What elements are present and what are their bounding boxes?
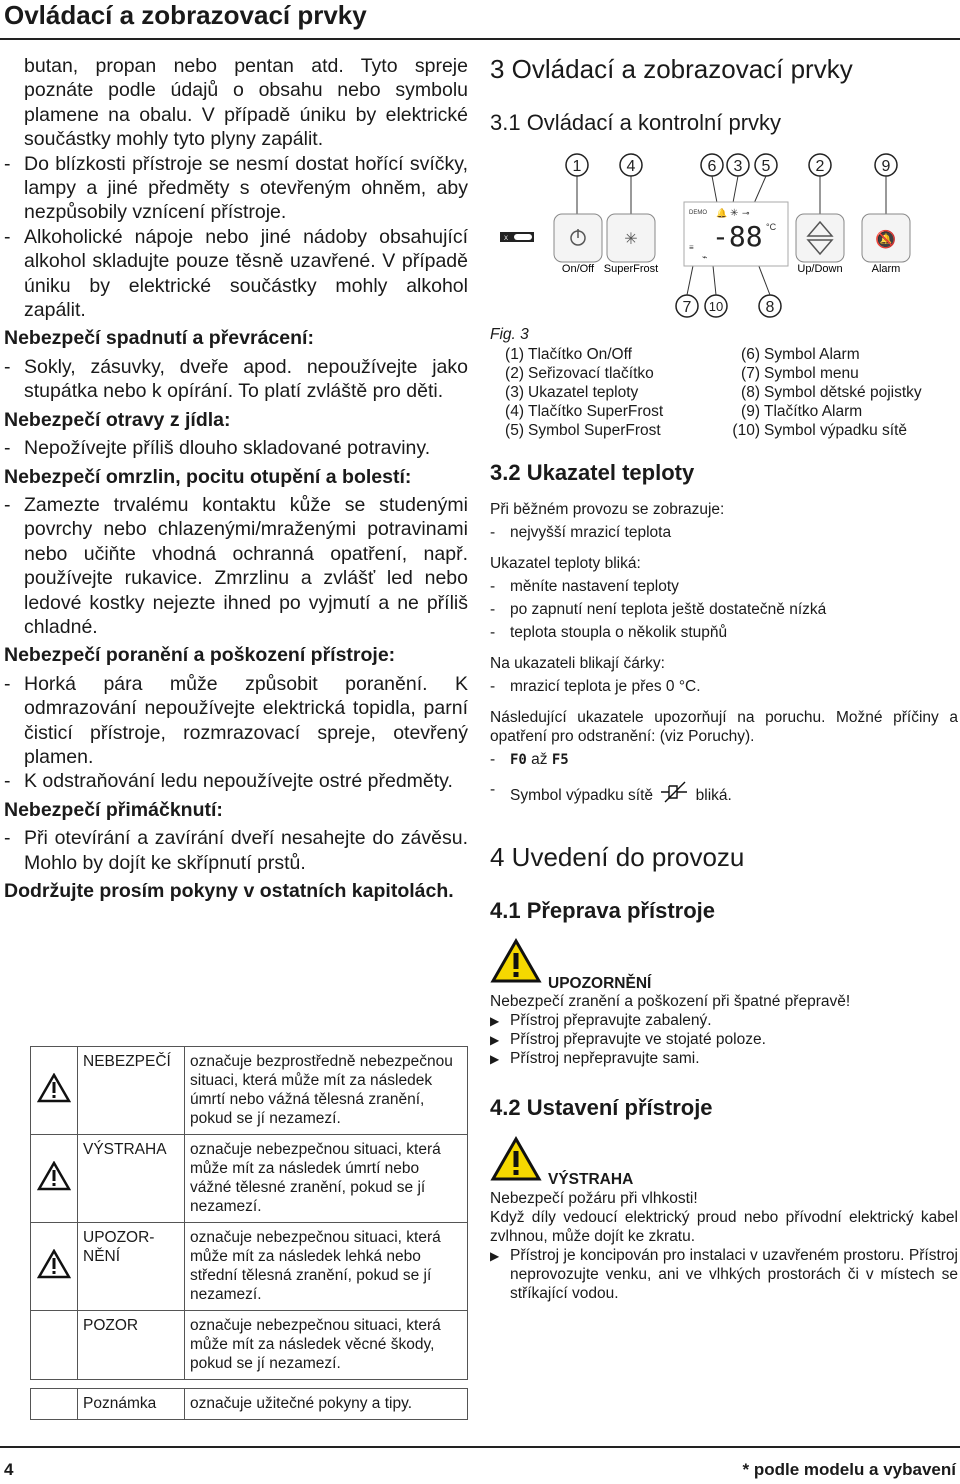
warning-description: označuje nebezpečnou situaci, která může mít za následek věcné škody, pokud se jí nezamezí.	[185, 1311, 468, 1380]
paragraph: Při běžném provozu se zobrazuje:	[490, 501, 725, 518]
footer-note: * podle modelu a vybavení	[742, 1460, 956, 1479]
table-row	[31, 1047, 468, 1135]
empty-icon-cell	[31, 1389, 78, 1420]
temperature-digits: -88	[712, 220, 763, 253]
callout-label: 2	[815, 158, 825, 175]
table-row	[31, 1135, 468, 1223]
control-panel-figure	[490, 146, 960, 324]
bullet-item: - Symbol výpadku sítě bliká.	[490, 780, 958, 805]
section-heading: 3.2 Ukazatel teploty	[490, 460, 695, 485]
bullet-item: - měníte nastavení teploty	[490, 577, 958, 596]
callout-label: 5	[761, 158, 771, 175]
callout-label: 1	[572, 158, 582, 175]
chapter-heading: 3 Ovládací a zobrazovací prvky	[490, 54, 853, 84]
callout-label: 6	[707, 158, 717, 175]
section-heading: Nebezpečí přimáčknutí:	[4, 798, 223, 821]
bullet-item: - Při otevírání a zavírání dveří nesahejte do závěsu. Mohlo by dojít ke skřípnutí prstů.	[4, 826, 468, 875]
button-up-down	[796, 214, 844, 275]
bullet-item: - Alkoholické nápoje nebo jiné nádoby obsahující alkohol skladujte pouze těsně uzavřené. V případě úniku by elektrické součástky mohly alkohol zapálit.	[4, 225, 468, 323]
alarm-off-icon: 🔕	[875, 230, 897, 249]
slider-graphic	[500, 232, 534, 242]
snowflake-icon: ✳	[624, 231, 638, 248]
legend-row: (5) Symbol SuperFrost (10) Symbol výpadku sítě	[505, 422, 908, 439]
callout-4	[620, 154, 642, 176]
warning-label: POZOR	[78, 1311, 185, 1380]
page-title: Ovládací a zobrazovací prvky	[4, 0, 367, 30]
callout-1	[566, 154, 588, 176]
bullet-item: - nejvyšší mrazicí teplota	[490, 523, 958, 542]
button-alarm	[862, 214, 910, 275]
bullet-item: - F0 až F5	[490, 750, 958, 770]
paragraph: Na ukazateli blikají čárky:	[490, 655, 665, 672]
header-rule	[0, 38, 960, 40]
button-label: Alarm	[871, 263, 901, 275]
section-heading: Nebezpečí poranění a poškození přístroje:	[4, 644, 396, 667]
warning-label: Poznámka	[78, 1389, 185, 1420]
table-row	[31, 1311, 468, 1380]
section-heading: 4.1 Přeprava přístroje	[490, 898, 716, 923]
section-heading: Dodržujte prosím pokyny v ostatních kapitolách.	[4, 880, 454, 902]
bullet-item: - Do blízkosti přístroje se nesmí dostat hořící svíčky, lampy a jiné předměty s otevřeným ohněm, aby nezpůsobily vznícení přístroje.	[4, 152, 468, 225]
instruction-item: ▶ Přístroj přepravujte zabalený.	[490, 1011, 958, 1030]
bullet-item: - Sokly, zásuvky, dveře apod. nepoužívejte jako stupátka nebo k opírání. To platí zvláště pro děti.	[4, 355, 468, 404]
section-heading: 4.2 Ustavení přístroje	[490, 1095, 713, 1120]
svg-text:X: X	[504, 236, 509, 242]
warning-label: VÝSTRAHA	[548, 1171, 634, 1188]
transport-warning	[490, 992, 958, 1068]
warning-triangle-icon	[31, 1047, 78, 1135]
warning-levels-table	[30, 1046, 468, 1420]
left-column	[4, 54, 468, 903]
callout-label: 4	[626, 158, 636, 175]
section-heading: Nebezpečí otravy z jídla:	[4, 408, 231, 431]
unit-label: °C	[766, 222, 777, 232]
button-on-off	[554, 214, 602, 275]
section-heading: Nebezpečí omrzlin, pocitu otupění a bolestí:	[4, 465, 412, 488]
button-label: On/Off	[561, 263, 595, 275]
button-superfrost	[604, 214, 658, 275]
paragraph: Když díly vedoucí elektrický proud nebo přívodní elektrický kabel zvlhnou, může dojít ke zkratu.	[490, 1209, 958, 1245]
figure-caption: Fig. 3	[490, 326, 529, 343]
section-heading: Nebezpečí spadnutí a převrácení:	[4, 327, 314, 350]
instruction-item: ▶ Přístroj je koncipován pro instalaci v uzavřeném prostoru. Přístroj neprovozujte venku, ani ve vlhkých prostorách či v místech se stříkající vodou.	[490, 1246, 958, 1303]
button-label: Up/Down	[797, 263, 843, 275]
bullet-item: - Nepožívejte příliš dlouho skladované potraviny.	[4, 436, 468, 460]
warning-description: označuje nebezpečnou situaci, která může mít za následek úmrtí nebo vážné tělesné zranění, pokud se jí nezamezí.	[185, 1135, 468, 1223]
instruction-item: ▶ Přístroj přepravujte ve stojaté poloze.	[490, 1030, 958, 1049]
warning-label: VÝSTRAHA	[78, 1135, 185, 1223]
button-label: SuperFrost	[603, 263, 659, 275]
power-failure-icon	[657, 780, 691, 804]
legend-row: (4) Tlačítko SuperFrost (9) Tlačítko Alarm	[505, 403, 863, 420]
paragraph: Nebezpečí zranění a poškození při špatné přepravě!	[490, 993, 851, 1010]
callout-label: 8	[765, 299, 775, 316]
section-heading: 3.1 Ovládací a kontrolní prvky	[490, 110, 782, 135]
paragraph: Ukazatel teploty bliká:	[490, 555, 641, 572]
warning-triangle-icon	[490, 1136, 542, 1182]
notice-label: UPOZORNĚNÍ	[548, 975, 652, 992]
callout-3	[727, 154, 749, 176]
display-demo: DEMO	[689, 210, 707, 216]
paragraph: butan, propan nebo pentan atd. Tyto spreje poznáte podle údajů o obsahu nebo symbolu plamene na obalu. V případě úniku by elektrické součástky mohly tyto plyny zapálit.	[24, 55, 468, 151]
callout-5	[755, 154, 777, 176]
bullet-item: - K odstraňování ledu nepoužívejte ostré předměty.	[4, 769, 468, 793]
bullet-item: - teplota stoupla o několik stupňů	[490, 623, 958, 642]
callout-label: 3	[733, 158, 743, 175]
table-row	[31, 1223, 468, 1311]
warning-description: označuje nebezpečnou situaci, která může mít za následek lehká nebo střední tělesná zranění, pokud se jí nezamezí.	[185, 1223, 468, 1311]
menu-icon: ≡	[689, 243, 694, 252]
footer-rule	[0, 1446, 960, 1448]
callout-2	[809, 154, 831, 176]
warning-label: NEBEZPEČÍ	[78, 1047, 185, 1135]
bullet-item: - Zamezte trvalému kontaktu kůže se studenými povrchy nebo chlazenými/mraženými potravinami nebo učiňte vhodná ochranná opatření, např. používejte rukavice. Zmrzlinu a zvlášť led nebo ledové kostky nejezte ihned po vyjmutí a ne příliš chladné.	[4, 493, 468, 639]
legend-row: (3) Ukazatel teploty (8) Symbol dětské pojistky	[505, 384, 922, 401]
table-row	[31, 1389, 468, 1420]
empty-icon-cell	[31, 1311, 78, 1380]
callout-label: 10	[708, 299, 724, 314]
superfrost-symbol-icon: ✳	[730, 208, 739, 219]
placement-warning	[490, 1189, 958, 1303]
bullet-item: - Horká pára může způsobit poranění. K odmrazování nepoužívejte elektrická topidla, parní čisticí přístroje, rozmrazovací spreje, otevřený plamen.	[4, 672, 468, 770]
display	[684, 202, 788, 266]
alarm-bell-icon: 🔔	[716, 208, 728, 218]
callout-9	[875, 154, 897, 176]
bullet-item: - po zapnutí není teplota ještě dostatečně nízká	[490, 600, 958, 619]
power-failure-icon: ⌁	[702, 252, 708, 262]
warning-description: označuje bezprostředně nebezpečnou situaci, která může mít za následek úmrtí nebo vážná tělesná zranění, pokud se jí nezamezí.	[185, 1047, 468, 1135]
callout-label: 9	[881, 158, 891, 175]
temperature-indicator-text	[490, 500, 958, 805]
warning-triangle-icon	[490, 938, 542, 984]
callout-7	[676, 295, 698, 317]
instruction-item: ▶ Přístroj nepřepravujte sami.	[490, 1049, 958, 1068]
chapter-heading: 4 Uvedení do provozu	[490, 842, 745, 872]
warning-label: UPOZOR-NĚNÍ	[78, 1223, 185, 1311]
warning-triangle-icon	[31, 1135, 78, 1223]
bullet-item: - mrazicí teplota je přes 0 °C.	[490, 677, 958, 696]
page-number: 4	[4, 1460, 14, 1479]
paragraph: Nebezpečí požáru při vlhkosti!	[490, 1190, 698, 1207]
figure-legend	[496, 345, 958, 440]
warning-description: označuje užitečné pokyny a tipy.	[185, 1389, 468, 1420]
legend-row: (1) Tlačítko On/Off (6) Symbol Alarm	[505, 346, 860, 363]
callout-8	[759, 295, 781, 317]
key-icon: ⊸	[742, 208, 750, 218]
paragraph: Následující ukazatele upozorňují na poruchu. Možné příčiny a opatření pro odstranění: (viz Poruchy).	[490, 709, 958, 745]
callout-6	[701, 154, 723, 176]
callout-label: 7	[682, 299, 692, 316]
callout-10	[705, 295, 727, 317]
warning-triangle-icon	[31, 1223, 78, 1311]
legend-row: (2) Seřizovací tlačítko (7) Symbol menu	[505, 365, 859, 382]
